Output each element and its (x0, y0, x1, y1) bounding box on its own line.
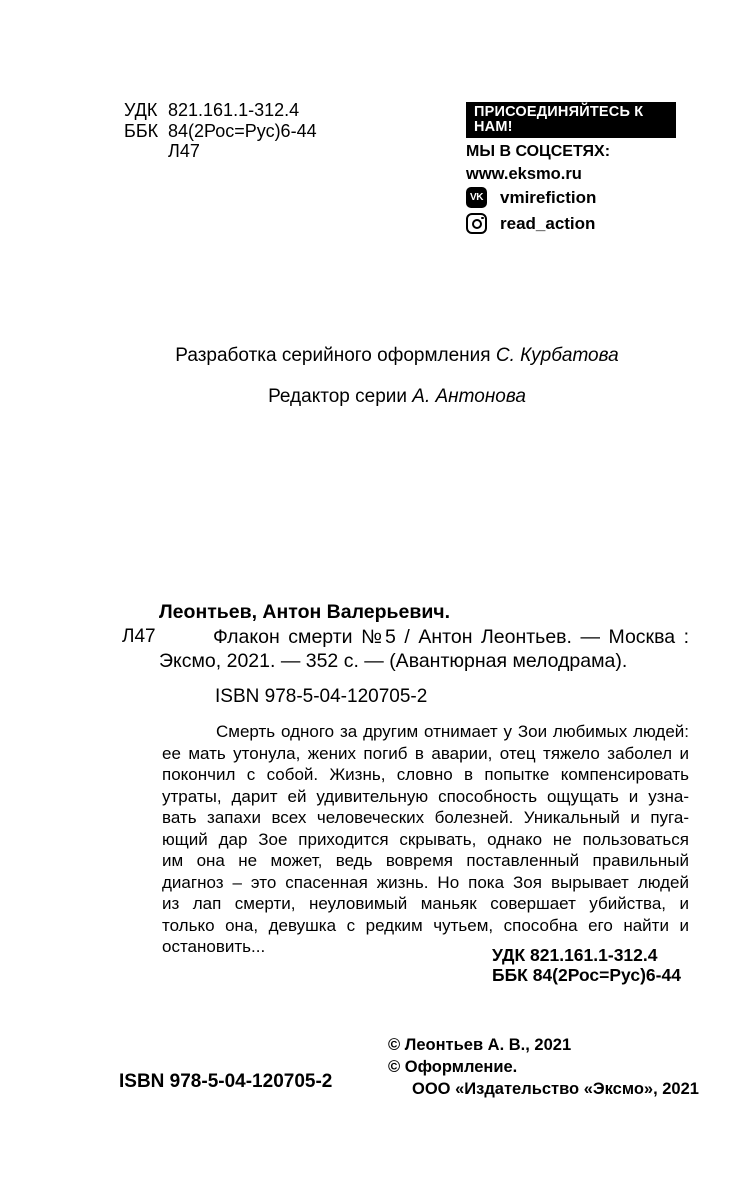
biblio-author-code: Л47 (122, 626, 156, 647)
instagram-handle: read_action (500, 213, 596, 233)
biblio-title-continuation: Эксмо, 2021. — 352 с. — (Авантюрная мелодрама). (159, 650, 628, 673)
udk-value: 821.161.1-312.4 (168, 100, 300, 120)
udk-bottom-line: УДК 821.161.1-312.4 (492, 945, 658, 965)
copyright-block (388, 1035, 699, 1100)
biblio-author-heading: Леонтьев, Антон Валерьевич. (159, 601, 451, 623)
instagram-icon (466, 213, 487, 234)
vk-handle: vmirefiction (500, 187, 597, 207)
series-designer-name: С. Курбатова (495, 345, 619, 366)
bbk-label: ББК (124, 120, 159, 141)
udk-label: УДК (124, 100, 158, 120)
isbn-record: ISBN 978-5-04-120705-2 (215, 686, 428, 707)
vk-row (466, 187, 676, 208)
annotation-line: утраты, дарит ей удивительную способность ощущать и узна- (162, 786, 689, 806)
author-code: Л47 (168, 141, 200, 161)
annotation-line: ющий дар Зое приходится скрывать, однако не пользоваться (162, 829, 689, 849)
social-subtitle: МЫ В СОЦСЕТЯХ: (466, 143, 611, 160)
vk-icon: VK (466, 187, 487, 208)
udk-row (124, 100, 317, 121)
series-credits-block (52, 345, 742, 408)
annotation-line: покончил с собой. Жизнь, словно в попытке компенсировать (162, 765, 689, 784)
series-design-credit (52, 345, 742, 367)
annotation-line: только она, девушка с редким чутьем, способна его найти и (162, 915, 689, 935)
annotation-line: вать запахи всех человеческих болезней. Уникальный и пуга- (162, 808, 689, 827)
bibliographic-record (159, 600, 689, 674)
series-design-prefix: Разработка серийного оформления (175, 345, 496, 366)
series-editor-credit (52, 386, 742, 408)
annotation-line: ее мать утонула, жених погиб в аварии, отец тяжело заболел и (162, 743, 689, 763)
publisher-website: www.eksmo.ru (466, 165, 582, 183)
bbk-row (124, 121, 317, 142)
instagram-icon-dot (481, 217, 484, 220)
instagram-row (466, 213, 676, 234)
bbk-value: 84(2Рос=Рус)6-44 (168, 120, 317, 141)
annotation-line: Смерть одного за другим отнимает у Зои любимых людей: (216, 722, 689, 741)
bbk-bottom-line: ББК 84(2Рос=Рус)6-44 (492, 964, 681, 985)
biblio-title-line: Флакон смерти №5 / Антон Леонтьев. — Москва : (213, 625, 689, 648)
instagram-icon-lens (472, 219, 482, 229)
copyright-author-line: © Леонтьев А. В., 2021 (388, 1036, 572, 1054)
classification-bottom-block (492, 946, 681, 985)
join-us-banner: ПРИСОЕДИНЯЙТЕСЬ К НАМ! (466, 102, 676, 138)
social-media-block (466, 102, 676, 234)
copyright-design-line: © Оформление. (388, 1057, 518, 1076)
series-editor-prefix: Редактор серии (268, 386, 413, 407)
series-editor-name: А. Антонова (412, 386, 526, 407)
author-code-row (124, 141, 317, 162)
annotation-line: им она не может, ведь вовремя поставленный правильный (162, 851, 689, 870)
annotation-line: из лап смерти, неуловимый маньяк совершает убийства, и (162, 894, 689, 913)
annotation-paragraph (162, 721, 689, 958)
annotation-line-last: остановить... (162, 937, 266, 956)
isbn-bottom: ISBN 978-5-04-120705-2 (119, 1071, 333, 1092)
classification-top-block (124, 100, 317, 162)
copyright-publisher-line: ООО «Издательство «Эксмо», 2021 (412, 1079, 699, 1098)
annotation-line: диагноз – это спасенная жизнь. Но пока Зоя вырывает людей (162, 872, 689, 892)
author-code-spacer (124, 141, 168, 162)
